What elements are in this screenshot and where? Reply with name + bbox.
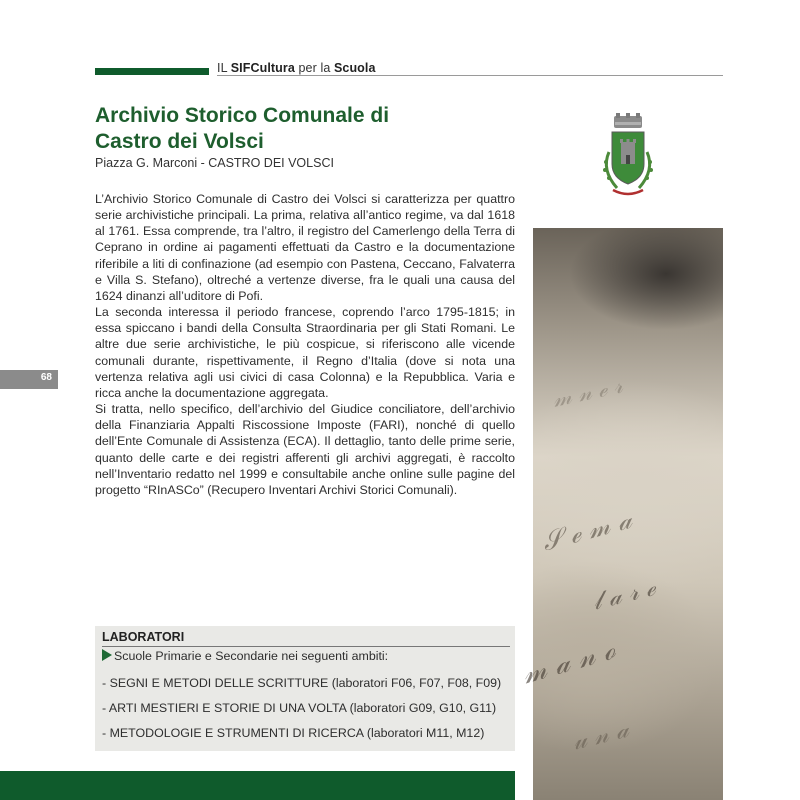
laboratori-intro-line [102, 649, 388, 663]
header-brand: SIFCultura [230, 61, 295, 75]
page-number: 68 [40, 372, 52, 383]
laboratori-item: - ARTI MESTIERI E STORIE DI UNA VOLTA (laboratori G09, G10, G11) [102, 701, 497, 715]
coat-of-arms-icon [597, 112, 659, 204]
footer-accent-bar [0, 771, 515, 800]
triangle-bullet-icon [102, 649, 112, 661]
header-section: Scuola [333, 61, 376, 75]
paragraph: La seconda interessa il periodo francese, coprendo l’arco 1795-1815; in essa spiccano i bandi della Consulta Straordinaria per gli Stati Romani. Le altre due serie archivistiche, le più cospicue, si riferiscono alle vicende comunali durante, rispettivamente, il Regno d’Italia (dove si nota una vertenza relativa agli usi civici di casa Colonna) e la Repubblica. Varia e ricca anche la documentazione aggregata. [95, 305, 515, 400]
laboratori-title: LABORATORI [102, 630, 185, 644]
address: Piazza G. Marconi - CASTRO DEI VOLSCI [95, 156, 334, 170]
laboratori-rule [102, 646, 510, 647]
header-rule [217, 75, 723, 76]
paragraph: L’Archivio Storico Comunale di Castro dei Volsci si caratterizza per quattro serie archivistiche principali. La prima, relativa all’antico regime, va dal 1618 al 1761. Essa comprende, tra l’altro, il registro del Camerlengo della Terra di Ceprano in ordine ai pagamenti effettuati da Castro e la documentazione riferibile a liti di confinazione (ad esempio con Pastena, Ceccano, Falvaterra e Villa S. Stefano), oltreché a vertenze diverse, fra le quali una causa del 1624 dinanzi all’uditore di Pofi. [95, 192, 515, 303]
laboratori-item: - SEGNI E METODI DELLE SCRITTURE (laboratori F06, F07, F08, F09) [102, 676, 502, 690]
paragraph: Si tratta, nello specifico, dell’archivio del Giudice conciliatore, dell’archivio della Finanziaria Appalti Riscossione Imposte (FARI), nonché di quello dell’Ente Comunale di Assistenza (ECA). Il dettaglio, tanto delle prime serie, quanto delle carte e dei registri afferenti gli archivi aggregati, è raccolto nell’Inventario redatto nel 1999 e consultabile anche online sulle pagine del progetto “RInASCo” (Recupero Inventari Archivi Storici Comunali). [95, 402, 515, 497]
laboratori-box [95, 626, 515, 751]
manuscript-photo: 𝓂 𝓃 ℯ 𝓇 𝒮 ℯ 𝓂 𝒶 𝓁 𝒶 𝓇 ℯ 𝓂 𝒶 𝓃 ℴ 𝓊 𝓃 𝒶 [533, 228, 723, 800]
running-header [217, 61, 376, 75]
header-middle: per la [294, 61, 334, 75]
page-title: Archivio Storico Comunale di Castro dei Volsci [95, 104, 390, 153]
header-accent-bar [95, 68, 209, 75]
laboratori-intro: Scuole Primarie e Secondarie nei seguenti ambiti: [114, 649, 389, 663]
article-body [95, 191, 515, 498]
header-prefix: IL [217, 61, 231, 75]
page-number-tab [0, 370, 58, 389]
laboratori-item: - METODOLOGIE E STRUMENTI DI RICERCA (laboratori M11, M12) [102, 726, 485, 740]
